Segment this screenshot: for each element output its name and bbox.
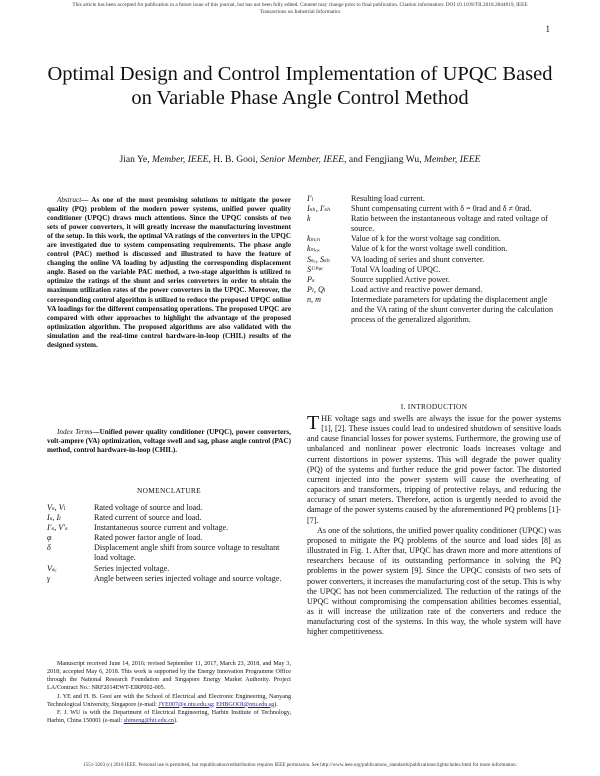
introduction-heading: I. INTRODUCTION bbox=[400, 402, 468, 411]
nomenclature-row bbox=[47, 513, 291, 523]
email-link-wu[interactable]: shimeng@hit.edu.cn bbox=[123, 718, 174, 725]
author-3: , and Fengjiang Wu, bbox=[344, 154, 425, 165]
nomenclature-symbol: n, m bbox=[307, 294, 321, 304]
nomenclature-symbol: Vₛ, Vₗ bbox=[47, 503, 66, 512]
journal-notice bbox=[0, 2, 600, 16]
nomenclature-description: Load active and reactive power demand. bbox=[351, 284, 483, 294]
nomenclature-description: Instantaneous source current and voltage. bbox=[94, 523, 229, 533]
intro-paragraph-1-text: HE voltage sags and swells are always the issue for the power systems [1], [2]. These issues could lead to undesired shutdown of sensitive loads and cause financial losses for power systems. Furthermore, the growing use of unbalanced and nonlinear power electronic loads increases voltage and current distortions in power systems. This will degrade the power quality (PQ) of the systems and further reduce the grid power factor. The distorted current injected into the power system will cause the overheating of capacitors and transformers, tripping of protective relays, and reducing the accuracy of smart meters. Therefore, action is urgently needed to avoid the damage of the power systems caused by the aforementioned PQ problems [1]-[7]. bbox=[307, 414, 561, 525]
nomenclature-description: VA loading of series and shunt converter. bbox=[351, 254, 485, 264]
nomenclature-row bbox=[307, 275, 561, 285]
nomenclature-row bbox=[47, 564, 291, 574]
introduction-body bbox=[307, 414, 561, 637]
nomenclature-row bbox=[47, 503, 291, 513]
nomenclature-description: Angle between series injected voltage and source voltage. bbox=[94, 573, 282, 583]
nomenclature-symbol: Iₛₕ, I′ₛₕ bbox=[307, 204, 331, 214]
abstract-text: — As one of the most promising solutions to mitigate the power quality (PQ) problem of the modern power systems, unified power quality conditioner (UPQC) draws much attentions. Since the UPQC consists of two sets of power converters, it will greatly increase the manufacturing investment of the setup. In this work, the optimal VA ratings of the converters in the UPQC are investigated due to system compensating requirements. The phase angle control (PAC) method is discussed and illustrated to have the feature of changing the online VA loading by adjusting the corresponding displacement angle. Based on the variable PAC method, a two-stage algorithm is utilized to optimize the ratings of the shunt and series converters in order to obtain the maximum utilization rates of the power converters in the UPQC. Moreover, the corresponding control algorithm is utilized to reduce the proposed UPQC online VA loadings for the different compensating operations. The proposed UPQC are compared with other approaches to highlight the advantage of the proposed optimization algorithm. The proposed algorithms are also validated with the simulation and the real-time control hardware-in-loop (CHIL) results of the designed system. bbox=[47, 196, 291, 349]
nomenclature-row bbox=[307, 255, 561, 265]
index-terms bbox=[47, 428, 291, 455]
nomenclature-symbol: kₘₐₓ bbox=[307, 244, 321, 254]
drop-cap: T bbox=[307, 412, 320, 434]
nomenclature-row bbox=[307, 244, 561, 254]
footnote-text: ). bbox=[274, 701, 278, 708]
footnote-authors-ntu bbox=[47, 694, 291, 710]
nomenclature-description: Value of k for the worst voltage sag condition. bbox=[351, 234, 501, 244]
nomenclature-row bbox=[307, 285, 561, 295]
nomenclature-symbol: k bbox=[307, 214, 311, 224]
nomenclature-row bbox=[307, 204, 561, 214]
footnotes bbox=[47, 661, 291, 727]
abstract bbox=[47, 196, 291, 350]
nomenclature-description: Source supplied Active power. bbox=[351, 274, 450, 284]
author-1: Jian Ye, bbox=[119, 154, 152, 165]
email-link-gooi[interactable]: EHBGOOI@ntu.edu.sg bbox=[216, 701, 275, 708]
nomenclature-row bbox=[47, 574, 291, 584]
nomenclature-description: Rated power factor angle of load. bbox=[94, 533, 203, 543]
nomenclature-right-table bbox=[307, 194, 561, 325]
paper-title: Optimal Design and Control Implementation of UPQC Based on Variable Phase Angle Control Method bbox=[47, 63, 553, 109]
intro-paragraph-1 bbox=[307, 414, 561, 526]
author-3-role: Member, IEEE bbox=[424, 154, 481, 165]
nomenclature-symbol: kₘᵢₙ bbox=[307, 234, 321, 244]
nomenclature-row bbox=[307, 214, 561, 234]
nomenclature-row bbox=[307, 194, 561, 204]
nomenclature-description: Intermediate parameters for updating the displacement angle and the VA rating of the shunt converter during the calculation process of the generalized algorithm. bbox=[351, 294, 553, 325]
footnote-text: J. YE and H. B. Gooi are with the School of Electrical and Electronic Engineering, Nanyang Technological University, Singapore (e-mail: bbox=[47, 693, 291, 708]
index-terms-text: —Unified power quality conditioner (UPQC), power converters, volt-ampere (VA) optimization, voltage swell and sag, phase angle control (PAC) method, control hardware-in-loop (CHIL). bbox=[47, 428, 291, 455]
nomenclature-heading: NOMENCLATURE bbox=[137, 486, 201, 495]
nomenclature-symbol: γ bbox=[47, 573, 51, 583]
nomenclature-row bbox=[307, 295, 561, 325]
intro-paragraph-2: As one of the solutions, the unified power quality conditioner (UPQC) was proposed to mitigate the PQ problems of the source and load sides [8] as illustrated in Fig. 1. After that, UPQC has drawn more and more attentions of researchers because of its outstanding performance in solving the PQ problems in the power system [9]. Since the UPQC consists of two sets of power converters, it increases the manufacturing cost of the setup. This is why the UPQC has not been commercialized. The reduction of the ratings of the UPQC without compromising the compensation abilities becomes essential, as it will increase the utilization rate of the converters and reduce the manufacturing cost of the systems. In this way, the whole system will have higher competitiveness. bbox=[307, 525, 561, 637]
nomenclature-symbol: δ bbox=[47, 543, 51, 553]
author-2: , H. B. Gooi, bbox=[208, 154, 261, 165]
nomenclature-symbol: Pₗ, Qₗ bbox=[307, 284, 326, 294]
nomenclature-row bbox=[47, 543, 291, 563]
nomenclature-description: Ratio between the instantaneous voltage and rated voltage of source. bbox=[351, 214, 548, 234]
nomenclature-left-table bbox=[47, 503, 291, 584]
email-link-jye[interactable]: JYE007@e.ntu.edu.sg bbox=[158, 701, 213, 708]
notice-line-2: Transactions on Industrial Informatics bbox=[259, 9, 341, 15]
nomenclature-symbol: Sᵁᴾᵠᶜ bbox=[307, 264, 323, 274]
author-line bbox=[40, 154, 560, 165]
page-number: 1 bbox=[545, 24, 550, 34]
nomenclature-description: Resulting load current. bbox=[351, 194, 425, 203]
nomenclature-description: Value of k for the worst voltage swell condition. bbox=[351, 244, 508, 254]
notice-line-1: This article has been accepted for publication in a future issue of this journal, but has not been fully edited. Content may change prior to final publication. Citation information: DOI 10.1109/TII.2018.2844819, IEEE bbox=[72, 2, 528, 8]
nomenclature-left bbox=[47, 503, 291, 584]
copyright-notice: 1551-3203 (c) 2018 IEEE. Personal use is permitted, but republication/redistribution requires IEEE permission. See http://www.ieee.org/publications_standards/publications/rights/index.html for more information. bbox=[83, 762, 517, 768]
nomenclature-description: Series injected voltage. bbox=[94, 563, 170, 573]
author-2-role: Senior Member, IEEE bbox=[260, 154, 345, 165]
nomenclature-description: Total VA loading of UPQC. bbox=[351, 264, 441, 274]
nomenclature-row bbox=[47, 533, 291, 543]
nomenclature-row bbox=[307, 265, 561, 275]
author-1-role: Member, IEEE bbox=[152, 154, 209, 165]
nomenclature-description: Displacement angle shift from source voltage to resultant load voltage. bbox=[94, 543, 280, 563]
nomenclature-row bbox=[307, 234, 561, 244]
nomenclature-symbol: Pₛ bbox=[307, 274, 315, 284]
nomenclature-description: Shunt compensating current with δ = 0rad and δ ≠ 0rad. bbox=[351, 204, 532, 214]
nomenclature-symbol: φ bbox=[47, 533, 52, 543]
nomenclature-symbol: Vₛₑ bbox=[47, 563, 57, 573]
footnote-manuscript: Manuscript received June 14, 2016; revised September 11, 2017, March 23, 2018, and May 3, 2018; accepted May 6, 2018. This work is supported by the Energy Innovation Programme Office through the National Research Foundation and Singapore Energy Market Authority. Project LA/Contract No.: NRF2014EWT-EIRP002-005. bbox=[47, 661, 291, 691]
nomenclature-symbol: Iₛ, Iₗ bbox=[47, 513, 62, 523]
footnote-text: ). bbox=[173, 718, 178, 725]
footnote-text: F. J. WU is with the Department of Electrical Engineering, Harbin Institute of Technology, Harbin, China 150001 (e-mail: bbox=[47, 710, 291, 725]
nomenclature-symbol: I′ₗ bbox=[307, 194, 314, 203]
nomenclature-description: Rated voltage of source and load. bbox=[94, 503, 203, 512]
nomenclature-symbol: Sₛₑ, Sₛₕ bbox=[307, 254, 331, 264]
index-terms-label: Index Terms bbox=[57, 428, 93, 436]
footnote-text: ; bbox=[212, 701, 217, 708]
nomenclature-description: Rated current of source and load. bbox=[94, 513, 202, 523]
nomenclature-symbol: I′ₛ, V′ₛ bbox=[47, 523, 68, 533]
nomenclature-row bbox=[47, 523, 291, 533]
nomenclature-right bbox=[307, 194, 561, 325]
abstract-label: Abstract bbox=[57, 196, 82, 204]
footnote-author-hit bbox=[47, 710, 291, 726]
